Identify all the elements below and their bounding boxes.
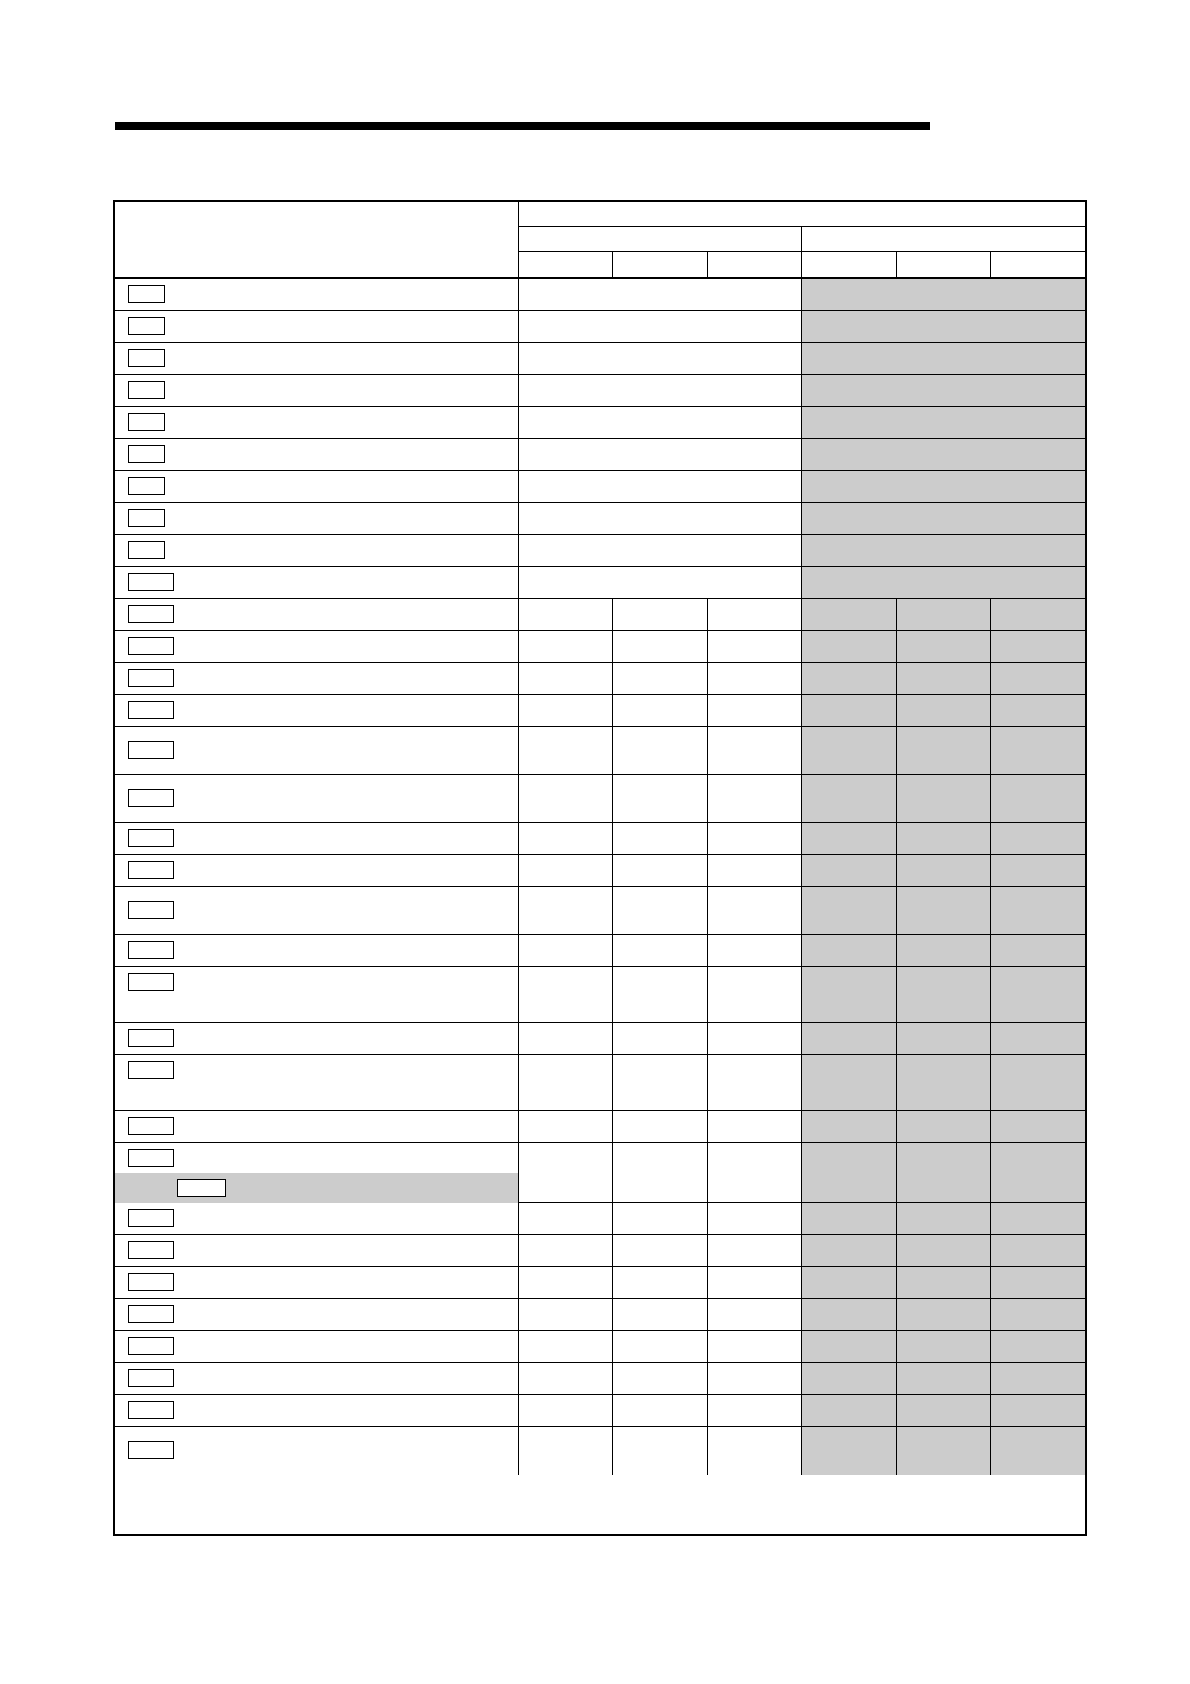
row-value-cell <box>613 935 708 967</box>
row-code-box <box>128 445 165 463</box>
row-value-cell <box>613 775 708 823</box>
row-shaded-value-cell <box>897 1055 991 1111</box>
row-shaded-value-cell <box>991 1427 1085 1475</box>
row-shaded-value-cell <box>897 599 991 631</box>
row-shaded-value-cell <box>802 935 897 967</box>
header-group-cell <box>519 202 1085 227</box>
row-code-box <box>128 973 174 991</box>
row-merged-shaded-cell <box>802 407 1085 439</box>
row-code-box <box>128 1117 174 1135</box>
row-shaded-value-cell <box>991 1299 1085 1331</box>
row-code-box <box>128 477 165 495</box>
row-shaded-value-cell <box>802 887 897 935</box>
row-shaded-value-cell <box>897 1203 991 1235</box>
header-column-cell <box>897 252 991 277</box>
row-shaded-value-cell <box>802 775 897 823</box>
row-value-cell <box>519 775 613 823</box>
row-value-cell <box>708 1111 802 1143</box>
row-value-cell <box>708 967 802 1023</box>
row-merged-value-cell <box>519 311 802 343</box>
row-value-cell <box>613 1331 708 1363</box>
row-code-box <box>128 701 174 719</box>
table-row-item <box>115 1235 519 1267</box>
row-value-cell <box>519 727 613 775</box>
table-row-item <box>115 695 519 727</box>
row-value-cell <box>519 631 613 663</box>
table-row-item <box>115 1331 519 1363</box>
row-value-cell <box>613 1143 708 1203</box>
row-value-cell <box>519 887 613 935</box>
row-shaded-value-cell <box>991 887 1085 935</box>
row-shaded-value-cell <box>897 967 991 1023</box>
row-merged-value-cell <box>519 375 802 407</box>
table-row-item <box>115 503 519 535</box>
table-row-item <box>115 727 519 775</box>
row-code-box <box>128 1337 174 1355</box>
row-value-cell <box>519 1331 613 1363</box>
row-merged-value-cell <box>519 407 802 439</box>
row-value-cell <box>708 1299 802 1331</box>
row-code-box <box>128 413 165 431</box>
row-value-cell <box>708 727 802 775</box>
row-merged-shaded-cell <box>802 343 1085 375</box>
row-code-box <box>128 901 174 919</box>
row-shaded-value-cell <box>991 1203 1085 1235</box>
row-code-box <box>128 829 174 847</box>
row-value-cell <box>708 1023 802 1055</box>
row-value-cell <box>613 599 708 631</box>
row-value-cell <box>613 1363 708 1395</box>
row-value-cell <box>519 663 613 695</box>
row-shaded-value-cell <box>897 1331 991 1363</box>
row-shaded-value-cell <box>802 1427 897 1475</box>
header-column-cell <box>991 252 1085 277</box>
row-code-box <box>128 669 174 687</box>
table-row-item <box>115 887 519 935</box>
row-shaded-value-cell <box>991 1055 1085 1111</box>
row-shaded-value-cell <box>991 967 1085 1023</box>
row-merged-shaded-cell <box>802 311 1085 343</box>
row-shaded-value-cell <box>897 855 991 887</box>
row-sub-code-box <box>177 1179 226 1197</box>
row-shaded-value-cell <box>802 1395 897 1427</box>
row-value-cell <box>519 1235 613 1267</box>
header-column-cell <box>613 252 708 277</box>
header-column-cell <box>519 252 613 277</box>
row-value-cell <box>519 1023 613 1055</box>
row-shaded-value-cell <box>802 1203 897 1235</box>
table-row-item <box>115 1203 519 1235</box>
row-shaded-value-cell <box>802 1363 897 1395</box>
row-merged-shaded-cell <box>802 503 1085 535</box>
table-row-item <box>115 855 519 887</box>
table-row-item <box>115 599 519 631</box>
row-shaded-value-cell <box>991 1111 1085 1143</box>
row-code-box <box>128 861 174 879</box>
table-row-item <box>115 1143 519 1173</box>
header-column-cell <box>708 252 802 277</box>
table-row-item <box>115 1023 519 1055</box>
row-value-cell <box>613 1395 708 1427</box>
row-merged-value-cell <box>519 503 802 535</box>
row-value-cell <box>708 599 802 631</box>
row-value-cell <box>613 1427 708 1475</box>
row-value-cell <box>708 1267 802 1299</box>
row-shaded-value-cell <box>802 663 897 695</box>
row-shaded-value-cell <box>897 631 991 663</box>
row-shaded-value-cell <box>991 1267 1085 1299</box>
row-value-cell <box>519 1111 613 1143</box>
row-code-box <box>128 1273 174 1291</box>
row-value-cell <box>613 823 708 855</box>
table-row-item <box>115 343 519 375</box>
row-code-box <box>128 1369 174 1387</box>
row-value-cell <box>708 1055 802 1111</box>
row-value-cell <box>519 1055 613 1111</box>
row-value-cell <box>613 695 708 727</box>
row-value-cell <box>613 1203 708 1235</box>
row-shaded-value-cell <box>802 967 897 1023</box>
row-code-box <box>128 1241 174 1259</box>
row-shaded-value-cell <box>802 1331 897 1363</box>
row-code-box <box>128 349 165 367</box>
row-shaded-value-cell <box>802 1055 897 1111</box>
row-shaded-value-cell <box>991 1395 1085 1427</box>
row-code-box <box>128 1029 174 1047</box>
row-value-cell <box>708 1363 802 1395</box>
table-row-item <box>115 631 519 663</box>
table-row-item <box>115 471 519 503</box>
row-value-cell <box>613 631 708 663</box>
row-shaded-value-cell <box>897 775 991 823</box>
row-value-cell <box>708 1395 802 1427</box>
table-row-item <box>115 279 519 311</box>
row-value-cell <box>613 1023 708 1055</box>
row-shaded-value-cell <box>802 599 897 631</box>
row-shaded-value-cell <box>802 855 897 887</box>
row-value-cell <box>708 887 802 935</box>
header-subgroup-cell <box>519 227 802 252</box>
row-shaded-value-cell <box>991 1363 1085 1395</box>
row-shaded-value-cell <box>897 887 991 935</box>
row-shaded-value-cell <box>802 727 897 775</box>
row-value-cell <box>519 695 613 727</box>
table-row-item <box>115 967 519 1023</box>
row-code-box <box>128 317 165 335</box>
row-value-cell <box>708 1203 802 1235</box>
table-row-item <box>115 1111 519 1143</box>
row-value-cell <box>613 887 708 935</box>
row-shaded-value-cell <box>991 1331 1085 1363</box>
table-row-item <box>115 375 519 407</box>
row-value-cell <box>519 1363 613 1395</box>
row-shaded-value-cell <box>897 1023 991 1055</box>
table-row-item <box>115 823 519 855</box>
row-shaded-value-cell <box>991 1235 1085 1267</box>
row-value-cell <box>708 631 802 663</box>
row-shaded-value-cell <box>802 695 897 727</box>
row-value-cell <box>613 1299 708 1331</box>
row-shaded-value-cell <box>897 1299 991 1331</box>
row-value-cell <box>519 823 613 855</box>
row-value-cell <box>708 1427 802 1475</box>
row-value-cell <box>519 1427 613 1475</box>
row-value-cell <box>708 695 802 727</box>
row-value-cell <box>708 1331 802 1363</box>
table-row-item <box>115 1363 519 1395</box>
row-code-box <box>128 941 174 959</box>
row-merged-value-cell <box>519 471 802 503</box>
row-shaded-value-cell <box>991 1023 1085 1055</box>
table-row-item <box>115 439 519 471</box>
table-row-item <box>115 935 519 967</box>
row-value-cell <box>613 1111 708 1143</box>
row-value-cell <box>613 1267 708 1299</box>
row-shaded-value-cell <box>991 599 1085 631</box>
row-shaded-value-cell <box>991 823 1085 855</box>
row-sub-item-cell <box>115 1173 519 1203</box>
table-row-item <box>115 311 519 343</box>
row-shaded-value-cell <box>802 1143 897 1203</box>
row-value-cell <box>613 663 708 695</box>
row-shaded-value-cell <box>991 631 1085 663</box>
row-shaded-value-cell <box>991 727 1085 775</box>
header-subgroup-cell <box>802 227 1085 252</box>
row-value-cell <box>519 1267 613 1299</box>
row-value-cell <box>519 967 613 1023</box>
row-code-box <box>128 1209 174 1227</box>
row-code-box <box>128 605 174 623</box>
row-merged-value-cell <box>519 567 802 599</box>
row-code-box <box>128 1401 174 1419</box>
row-shaded-value-cell <box>897 1267 991 1299</box>
row-shaded-value-cell <box>802 1111 897 1143</box>
row-value-cell <box>708 823 802 855</box>
row-value-cell <box>519 599 613 631</box>
row-value-cell <box>613 967 708 1023</box>
row-merged-shaded-cell <box>802 535 1085 567</box>
row-shaded-value-cell <box>897 727 991 775</box>
row-value-cell <box>613 1235 708 1267</box>
section-title-rule <box>115 122 930 130</box>
row-value-cell <box>519 1299 613 1331</box>
table-row-item <box>115 1055 519 1111</box>
row-value-cell <box>613 727 708 775</box>
row-code-box <box>128 741 174 759</box>
row-shaded-value-cell <box>897 1427 991 1475</box>
row-shaded-value-cell <box>897 823 991 855</box>
row-value-cell <box>519 1395 613 1427</box>
table-row-item <box>115 663 519 695</box>
row-shaded-value-cell <box>897 1235 991 1267</box>
row-merged-shaded-cell <box>802 567 1085 599</box>
row-merged-value-cell <box>519 439 802 471</box>
header-column-cell <box>802 252 897 277</box>
row-shaded-value-cell <box>897 935 991 967</box>
table-row-item <box>115 567 519 599</box>
row-shaded-value-cell <box>991 663 1085 695</box>
row-code-box <box>128 637 174 655</box>
table-row-item <box>115 775 519 823</box>
row-value-cell <box>708 1143 802 1203</box>
row-shaded-value-cell <box>802 631 897 663</box>
row-shaded-value-cell <box>991 775 1085 823</box>
row-value-cell <box>613 855 708 887</box>
row-value-cell <box>708 935 802 967</box>
row-code-box <box>128 541 165 559</box>
row-code-box <box>128 509 165 527</box>
row-merged-shaded-cell <box>802 471 1085 503</box>
row-shaded-value-cell <box>991 935 1085 967</box>
row-merged-value-cell <box>519 279 802 311</box>
row-merged-shaded-cell <box>802 439 1085 471</box>
row-shaded-value-cell <box>897 663 991 695</box>
row-shaded-value-cell <box>991 855 1085 887</box>
row-code-box <box>128 1149 174 1167</box>
row-value-cell <box>708 855 802 887</box>
row-code-box <box>128 285 165 303</box>
row-value-cell <box>519 855 613 887</box>
row-shaded-value-cell <box>802 1023 897 1055</box>
row-merged-value-cell <box>519 343 802 375</box>
row-shaded-value-cell <box>897 1363 991 1395</box>
row-value-cell <box>519 1143 613 1203</box>
row-code-box <box>128 1441 174 1459</box>
row-shaded-value-cell <box>897 1111 991 1143</box>
row-shaded-value-cell <box>991 1143 1085 1203</box>
table-row-item <box>115 407 519 439</box>
row-code-box <box>128 573 174 591</box>
row-merged-shaded-cell <box>802 375 1085 407</box>
row-value-cell <box>613 1055 708 1111</box>
row-shaded-value-cell <box>897 1395 991 1427</box>
table-row-item <box>115 1427 519 1475</box>
row-code-box <box>128 1305 174 1323</box>
row-code-box <box>128 789 174 807</box>
row-shaded-value-cell <box>802 1299 897 1331</box>
row-merged-value-cell <box>519 535 802 567</box>
row-value-cell <box>708 775 802 823</box>
table-row-item <box>115 1395 519 1427</box>
row-value-cell <box>708 663 802 695</box>
table-row-item <box>115 1299 519 1331</box>
row-shaded-value-cell <box>802 823 897 855</box>
row-value-cell <box>519 1203 613 1235</box>
row-shaded-value-cell <box>802 1267 897 1299</box>
row-value-cell <box>519 935 613 967</box>
spec-table <box>113 200 1087 1536</box>
header-item-cell <box>115 202 519 277</box>
row-code-box <box>128 381 165 399</box>
row-shaded-value-cell <box>802 1235 897 1267</box>
row-merged-shaded-cell <box>802 279 1085 311</box>
table-row-item <box>115 1267 519 1299</box>
row-shaded-value-cell <box>897 695 991 727</box>
row-shaded-value-cell <box>991 695 1085 727</box>
row-value-cell <box>708 1235 802 1267</box>
row-code-box <box>128 1061 174 1079</box>
table-row-item <box>115 535 519 567</box>
row-shaded-value-cell <box>897 1143 991 1203</box>
